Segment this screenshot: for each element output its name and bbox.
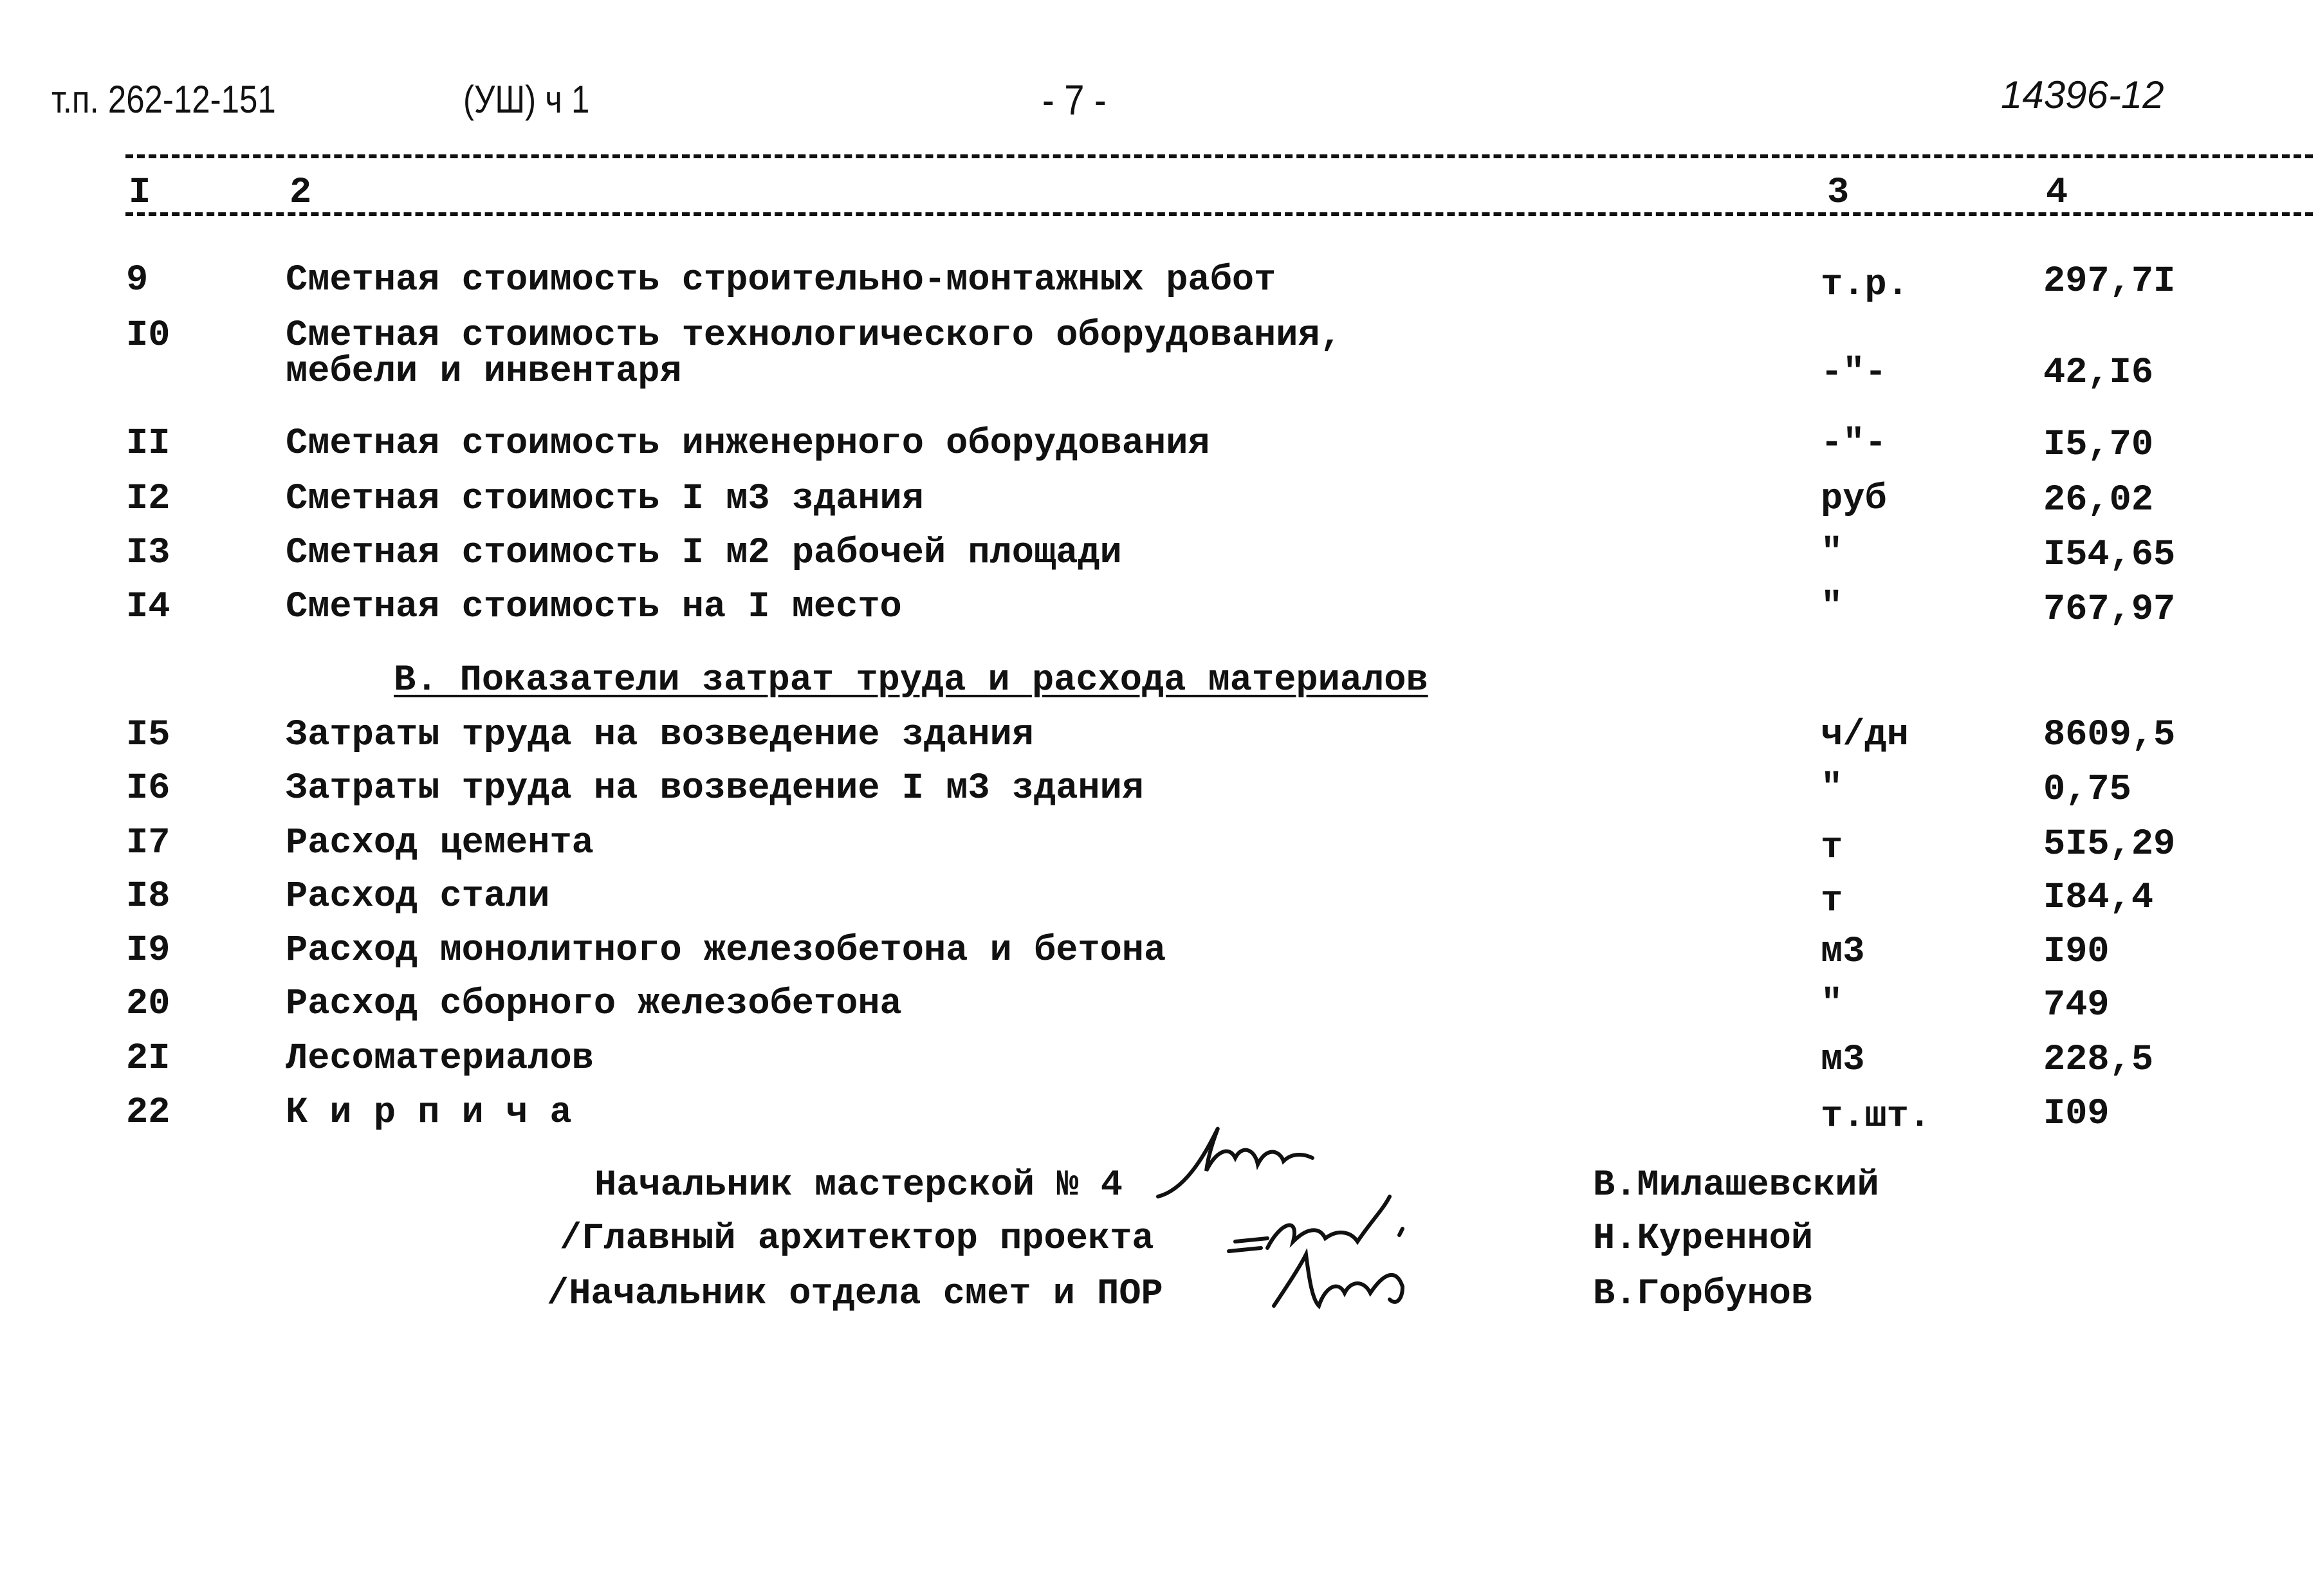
- row-value: 297,7I: [2043, 261, 2176, 302]
- row-unit: ч/дн: [1821, 715, 1909, 756]
- signatory-name: В.Милашевский: [1593, 1165, 1879, 1206]
- row-text: К и р п и ч а: [286, 1092, 572, 1133]
- row-unit: -"-: [1821, 423, 1887, 464]
- row-value: 8609,5: [2043, 715, 2176, 756]
- row-number: I5: [126, 715, 170, 756]
- dashed-rule: [125, 212, 2313, 216]
- row-text: Расход сборного железобетона: [286, 984, 902, 1025]
- doc-section: (УШ) ч 1: [463, 78, 590, 121]
- row-unit: т.шт.: [1821, 1096, 1931, 1137]
- row-number: I6: [126, 768, 170, 809]
- row-number: I8: [126, 876, 170, 917]
- row-text: Затраты труда на возведение I м3 здания: [286, 768, 1145, 809]
- row-unit: ": [1821, 984, 1843, 1025]
- signatory-name: Н.Куренной: [1593, 1218, 1814, 1260]
- row-text: Расход цемента: [286, 823, 594, 864]
- row-value: I90: [2043, 931, 2110, 973]
- row-value: I54,65: [2043, 535, 2176, 576]
- signatory-title: /Главный архитектор проекта: [560, 1218, 1154, 1260]
- column-header-3: 3: [1827, 172, 1850, 214]
- page-number: - 7 -: [1042, 76, 1107, 124]
- row-value: 0,75: [2043, 769, 2131, 811]
- signature-1: [1158, 1129, 1312, 1197]
- column-header-1: I: [129, 172, 151, 214]
- section-heading: В. Показатели затрат труда и расхода материалов: [394, 660, 1428, 701]
- row-number: I2: [126, 479, 170, 520]
- row-value: 228,5: [2043, 1040, 2154, 1081]
- row-text-continued: мебели и инвентаря: [286, 351, 682, 392]
- row-unit: м3: [1821, 931, 1865, 973]
- column-header-2: 2: [290, 172, 312, 214]
- row-text: Сметная стоимость инженерного оборудования: [286, 423, 1210, 464]
- row-value: I84,4: [2043, 877, 2154, 919]
- row-number: I3: [126, 533, 170, 574]
- row-unit: т: [1821, 827, 1843, 868]
- row-text: Сметная стоимость I м3 здания: [286, 479, 924, 520]
- row-text: Сметная стоимость I м2 рабочей площади: [286, 533, 1122, 574]
- row-number: I7: [126, 823, 170, 864]
- row-number: 2I: [126, 1038, 170, 1079]
- row-unit: ": [1821, 533, 1843, 574]
- row-value: I09: [2043, 1094, 2110, 1135]
- row-value: 767,97: [2043, 589, 2176, 630]
- signatory-title: /Начальник отдела смет и ПОР: [547, 1274, 1163, 1315]
- row-text: Лесоматериалов: [286, 1038, 594, 1079]
- signature-2: [1229, 1197, 1403, 1251]
- row-number: II: [126, 423, 170, 464]
- row-value: 42,I6: [2043, 353, 2154, 394]
- row-unit: т.р.: [1821, 264, 1909, 306]
- row-text: Затраты труда на возведение здания: [286, 715, 1034, 756]
- column-header-4: 4: [2046, 172, 2068, 214]
- signatory-name: В.Горбунов: [1593, 1274, 1814, 1315]
- dashed-rule: [125, 154, 2313, 158]
- row-number: 9: [126, 260, 149, 301]
- row-number: 20: [126, 984, 170, 1025]
- row-text: Сметная стоимость технологического оборудования,: [286, 315, 1342, 356]
- row-unit: м3: [1821, 1040, 1865, 1081]
- handwritten-signatures: [1145, 1094, 1505, 1338]
- signatory-title: Начальник мастерской № 4: [594, 1165, 1123, 1206]
- row-unit: ": [1821, 587, 1843, 628]
- row-value: 749: [2043, 985, 2110, 1026]
- row-unit: т: [1821, 881, 1843, 922]
- row-text: Сметная стоимость строительно-монтажных работ: [286, 260, 1276, 301]
- row-number: I9: [126, 930, 170, 971]
- row-unit: -"-: [1821, 353, 1887, 394]
- row-unit: руб: [1821, 479, 1887, 520]
- row-text: Расход стали: [286, 876, 550, 917]
- row-number: 22: [126, 1092, 170, 1133]
- row-number: I0: [126, 315, 170, 356]
- row-number: I4: [126, 587, 170, 628]
- row-text: Расход монолитного железобетона и бетона: [286, 930, 1166, 971]
- doc-reference: т.п. 262-12-151: [51, 78, 276, 121]
- row-text: Сметная стоимость на I место: [286, 587, 902, 628]
- row-unit: ": [1821, 768, 1843, 809]
- signature-3: [1274, 1254, 1403, 1306]
- row-value: 26,02: [2043, 480, 2154, 521]
- row-value: 5I5,29: [2043, 824, 2176, 865]
- inventory-number: 14396-12: [2001, 73, 2164, 116]
- row-value: I5,70: [2043, 425, 2154, 466]
